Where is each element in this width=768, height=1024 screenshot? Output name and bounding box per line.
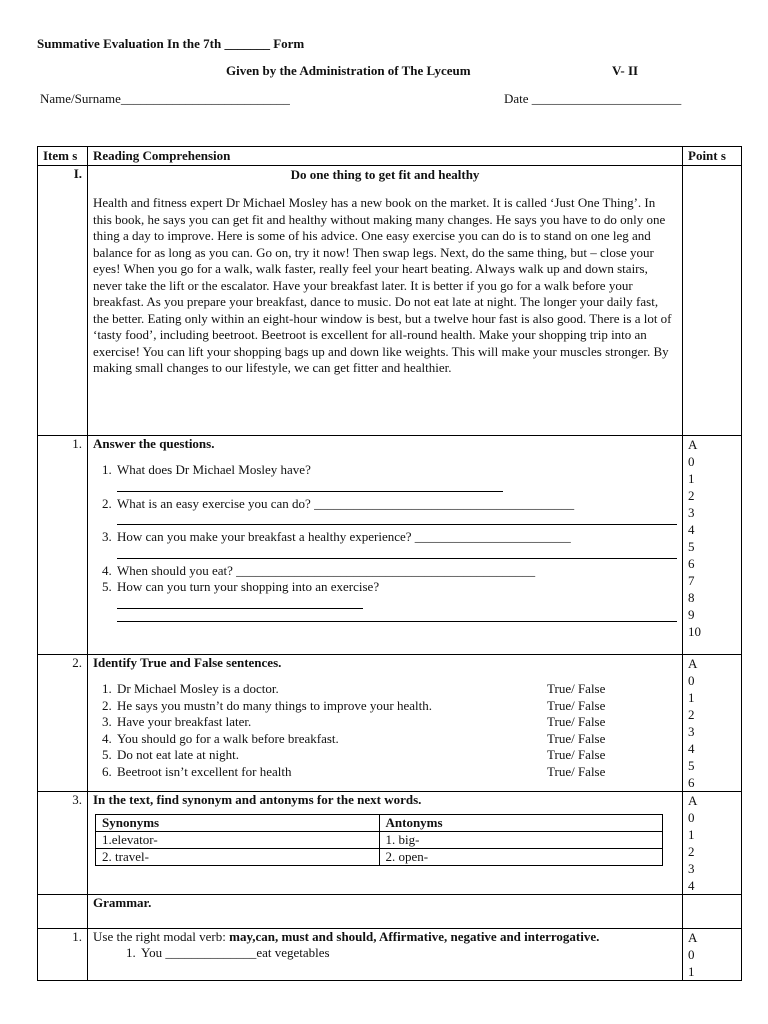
list-item xyxy=(115,714,677,731)
passage-cell xyxy=(88,165,683,435)
tf-sentence: 1. Dr Michael Mosley is a doctor. xyxy=(117,681,279,696)
tf-sentence: 6. Beetroot isn’t excellent for health xyxy=(117,763,292,779)
points-label: A xyxy=(688,929,698,945)
task4-cell xyxy=(88,928,683,980)
answer-line[interactable] xyxy=(117,512,677,525)
section-header: Reading Comprehension xyxy=(88,147,683,166)
antonyms-header: Antonyms xyxy=(379,815,663,832)
passage-row xyxy=(38,165,742,435)
points-value: 3 xyxy=(688,504,695,520)
task3-row xyxy=(38,791,742,894)
task1-number: 1. xyxy=(38,435,88,654)
table-row xyxy=(96,849,663,866)
list-item xyxy=(115,764,677,781)
points-value: 3 xyxy=(688,723,695,739)
points-value: 0 xyxy=(688,946,695,962)
grammar-points xyxy=(683,894,742,928)
points-value: 6 xyxy=(688,555,695,571)
points-value: 9 xyxy=(688,606,695,622)
list-item xyxy=(115,579,677,622)
date-field: Date _______________________ xyxy=(504,91,682,106)
points-value: 1 xyxy=(688,826,695,842)
points-value: 2 xyxy=(688,843,695,859)
task4-row xyxy=(38,928,742,980)
points-value: 6 xyxy=(688,774,695,790)
task1-cell xyxy=(88,435,683,654)
points-value: 2 xyxy=(688,487,695,503)
list-item xyxy=(115,681,677,698)
points-value: 0 xyxy=(688,672,695,688)
question-2: What is an easy exercise you can do? ________________________________________ xyxy=(117,495,575,511)
task4-number: 1. xyxy=(38,928,88,980)
points-value: 0 xyxy=(688,453,695,469)
passage-text: Health and fitness expert Dr Michael Mosley has a new book on the market. It is called ‘Just One Thing’. In this book, he says you can get fit and healthy without making many changes. He says you have to do only one thing a day to improve. Here is some of his advice. One easy exercise you can do is to stand on one leg and balance for as long as you can. Go on, try it now! Then swap legs. Next, do the same thing, but – close your eyes! When you go for a walk, walk faster, really feel your heart beating. Always walk up and down stairs, never take the lift or the escalator. Have your breakfast later. It is better if you go for a walk before your breakfast. As you prepare your breakfast, dance to music. Do not eat late at night. The longer your daily fast, the better. Eating only within an eight-hour window is best, but a twelve hour fast is also good. There is a lot of ‘tasty food’, including beetroot. Beetroot is excellent for all-round health. Make your shopping trip into an exercise! You can lift your shopping bags up and down like weights. This will make your muscles stronger. By making small changes to our lifestyle, we can get fitter and healthier. xyxy=(93,195,672,375)
points-label: A xyxy=(688,436,698,452)
points-label: A xyxy=(688,792,698,808)
task3-points xyxy=(683,791,742,894)
points-value: 1 xyxy=(688,689,695,705)
tf-sentence: 5. Do not eat late at night. xyxy=(117,747,240,762)
synonyms-header: Synonyms xyxy=(96,815,380,832)
answer-line[interactable] xyxy=(117,479,503,492)
points-value: 0 xyxy=(688,809,695,825)
antonym-cell[interactable]: 1. big- xyxy=(379,832,663,849)
points-value: 5 xyxy=(688,538,695,554)
task1-row xyxy=(38,435,742,654)
table-header-row xyxy=(38,147,742,166)
synonym-cell[interactable]: 2. travel- xyxy=(96,849,380,866)
points-label: A xyxy=(688,655,698,671)
question-4: When should you eat? ______________________________________________ xyxy=(117,562,536,578)
antonym-cell[interactable]: 2. open- xyxy=(379,849,663,866)
table-row xyxy=(96,832,663,849)
true-false-choice[interactable]: True/ False xyxy=(547,747,606,762)
answer-line[interactable] xyxy=(117,546,677,559)
task3-cell xyxy=(88,791,683,894)
task4-modal-verbs: may,can, must and should, Affirmative, negative and interrogative. xyxy=(229,928,600,944)
form-title: Summative Evaluation In the 7th _______ Form xyxy=(37,36,305,51)
task2-title: Identify True and False sentences. xyxy=(93,654,282,670)
true-false-choice[interactable]: True/ False xyxy=(547,681,606,696)
grammar-title: Grammar. xyxy=(88,894,683,928)
question-list xyxy=(93,462,677,622)
synonym-antonym-table xyxy=(95,814,663,866)
points-value: 2 xyxy=(688,706,695,722)
items-header: Item s xyxy=(38,147,88,166)
task1-title: Answer the questions. xyxy=(93,435,215,451)
task2-cell xyxy=(88,654,683,791)
points-value: 4 xyxy=(688,521,695,537)
points-value: 1 xyxy=(688,963,695,979)
true-false-choice[interactable]: True/ False xyxy=(547,730,606,746)
question-1: What does Dr Michael Mosley have? xyxy=(117,462,311,477)
task2-row xyxy=(38,654,742,791)
passage-points xyxy=(683,165,742,435)
task4-intro: Use the right modal verb: xyxy=(93,928,230,944)
true-false-list xyxy=(93,681,677,780)
answer-line[interactable] xyxy=(117,609,677,622)
tf-sentence: 4. You should go for a walk before breakfast. xyxy=(117,730,339,746)
list-item xyxy=(115,529,677,559)
task2-points xyxy=(683,654,742,791)
true-false-choice[interactable]: True/ False xyxy=(547,763,606,779)
task3-number: 3. xyxy=(38,791,88,894)
list-item xyxy=(115,462,677,492)
task3-title: In the text, find synonym and antonyms for the next words. xyxy=(93,791,422,807)
passage-number: I. xyxy=(38,165,88,435)
question-3: How can you make your breakfast a healthy experience? ________________________ xyxy=(117,529,571,544)
passage-title: Do one thing to get fit and healthy xyxy=(290,166,480,182)
points-value: 10 xyxy=(688,623,701,639)
list-item xyxy=(139,945,677,962)
points-value: 1 xyxy=(688,470,695,486)
points-header: Point s xyxy=(683,147,742,166)
true-false-choice[interactable]: True/ False xyxy=(547,697,606,713)
list-item xyxy=(115,496,677,526)
list-item xyxy=(115,747,677,764)
list-item xyxy=(115,563,677,580)
task2-number: 2. xyxy=(38,654,88,791)
points-value: 8 xyxy=(688,589,695,605)
grammar-row xyxy=(38,894,742,928)
modal-item-1: You ______________eat vegetables xyxy=(141,945,330,960)
task1-points xyxy=(683,435,742,654)
modal-list xyxy=(93,945,677,962)
task4-points xyxy=(683,928,742,980)
list-item xyxy=(115,698,677,715)
grammar-number xyxy=(38,894,88,928)
points-value: 7 xyxy=(688,572,695,588)
administration-line: Given by the Administration of The Lyceum xyxy=(226,63,471,78)
points-value: 3 xyxy=(688,860,695,876)
points-value: 4 xyxy=(688,877,695,893)
answer-line[interactable] xyxy=(117,596,363,609)
tf-sentence: 3. Have your breakfast later. xyxy=(117,714,252,729)
list-item xyxy=(115,731,677,748)
tf-sentence: 2. He says you mustn’t do many things to improve your health. xyxy=(117,697,432,713)
question-5: How can you turn your shopping into an exercise? xyxy=(117,579,380,594)
true-false-choice[interactable]: True/ False xyxy=(547,714,606,729)
evaluation-table xyxy=(37,146,742,981)
variant-label: V- II xyxy=(612,63,639,78)
points-value: 4 xyxy=(688,740,695,756)
points-value: 5 xyxy=(688,757,695,773)
name-field: Name/Surname__________________________ xyxy=(40,91,290,106)
synonym-cell[interactable]: 1.elevator- xyxy=(96,832,380,849)
task4-instruction xyxy=(93,929,677,946)
